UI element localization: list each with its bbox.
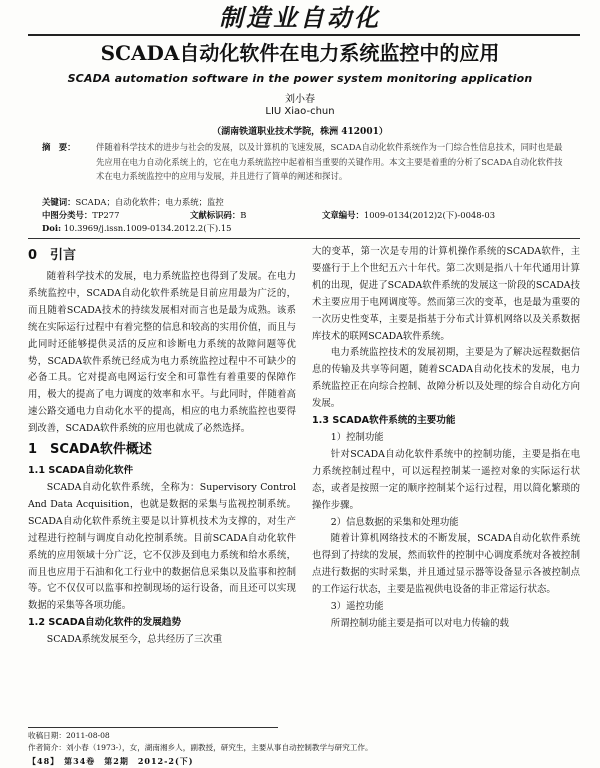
author-en: LIU Xiao-chun: [265, 106, 335, 117]
subsection-data-heading: 2）信息数据的采集和处理功能: [330, 516, 459, 528]
journal-header: 制造业自动化: [219, 3, 381, 32]
section-introduction-heading: 0 引言: [28, 248, 77, 263]
control-paragraph: 针对SCADA自动化软件系统中的控制功能，主要是指在电力系统控制过程中，可以远程控制某一遥控对象的实际运行状态，或者是按照一定的顺序控制某个运行过程，用以简化繁琐的操作步骤。: [312, 448, 580, 511]
abstract: [42, 140, 572, 184]
doi: [42, 222, 232, 234]
keywords: [42, 196, 224, 208]
footnote: [28, 730, 588, 754]
article-value: 1009-0134(2012)2(下)-0048-03: [363, 210, 496, 220]
left-column: [28, 244, 296, 649]
section-1-2-continued: 大的变革，第一次是专用的计算机操作系统的SCADA软件，主要盛行于上个世纪五六十年代。第二次则是指八十年代通用计算机的出现，促进了SCADA软件系统的发展这一阶段的SCADA技术主要应用于电网调度等。然而第三次的变革，也是最为重要的一次历史性变革，主要是指基于分布式计算机网络以及关系数据库技术的联网SCADA软件系统。: [312, 246, 580, 342]
doc-value: B: [240, 210, 247, 220]
header-rule: [28, 34, 580, 36]
paper-title: SCADA自动化软件在电力系统监控中的应用: [100, 41, 500, 65]
abstract-rule: [28, 238, 580, 239]
doc-label: 文献标识码：: [190, 210, 241, 220]
clc-value: TP277: [92, 210, 120, 220]
doi-label: Doi:: [42, 223, 62, 233]
paper-title-en: SCADA automation software in the power system monitoring application: [67, 72, 533, 85]
doi-value: 10.3969/j.issn.1009-0134.2012.2(下).15: [63, 223, 232, 233]
abstract-label: 摘 要：: [42, 142, 76, 152]
section-1-1-paragraph: SCADA自动化软件系统，全称为：Supervisory Control And Data Acquisition，也就是数据的采集与监视控制系统。SCADA自动化软件系统主要是以计算机技术为支撑的，对生产过程进行控制与调度自动化控制系统。目前SCADA自动化软件系统的应用领域十分广泛，它不仅涉及到电力系统和给水系统，而且也应用于石油和化工行业中的数据信息采集以及监事和控制等。它不仅仅可以监事和控制现场的运行设备，而且还可以实现数据的采集等各项功能。: [28, 481, 296, 612]
intro-paragraph: 随着科学技术的发展，电力系统监控也得到了发展。在电力系统监控中，SCADA自动化软件系统是目前应用最为广泛的，而且随着SCADA技术的持续发展相对而言也是最为成熟。该系统在实际运行过程中有着完整的信息和较高的实用价值，而且与此同时还能够提供灵活的反应和诊断电力系统的故障问题等优势，SCADA软件系统已经成为电力系统监控过程中不可缺少的必备工具。它对提高电网运行安全和可靠性有着重要的保障作用，极大的提高了电力调度的效率和水平。与此同时，伴随着高速公路交通电力自动化水平的提高，相应的电力系统监控也要得到改善，SCADA软件系统的应用也就成了必然选择。: [28, 271, 296, 435]
article-number: [322, 209, 495, 221]
keywords-text: SCADA；自动化软件；电力系统；监控: [75, 197, 224, 207]
section-1-3-heading: 1.3 SCADA软件系统的主要功能: [312, 415, 456, 427]
page-footer: 【48】 第34卷 第2期 2012-2(下): [28, 756, 194, 766]
keywords-label: 关键词：: [42, 197, 76, 207]
author-bio: 作者简介：刘小春（1973-），女，湖南湘乡人，副教授，研究生，主要从事自动控制教学与研究工作。: [28, 743, 373, 752]
author-cn: 刘小春: [285, 94, 315, 105]
clc-number: [42, 209, 119, 221]
right-column: [312, 244, 580, 633]
affiliation: （湖南铁道职业技术学院，株洲 412001）: [212, 127, 388, 137]
section-1-2-paragraph: SCADA系统发展至今，总共经历了三次重: [46, 634, 223, 646]
subsection-control-heading: 1）控制功能: [330, 431, 384, 443]
section-1-1-heading: 1.1 SCADA自动化软件: [28, 465, 134, 477]
section-1-heading: 1 SCADA软件概述: [28, 442, 152, 458]
monitoring-paragraph: 电力系统监控技术的发展初期，主要是为了解决远程数据信息的传输及共享等问题，随着SCADA自动化技术的发展，电力系统监控正在向综合控制、故障分析以及处理的综合自动化方向发展。: [312, 347, 580, 410]
subsection-remote-heading: 3）遥控功能: [330, 601, 384, 613]
received-date: 收稿日期：2011-08-08: [28, 731, 110, 740]
clc-label: 中图分类号：: [42, 210, 93, 220]
section-1-2-heading: 1.2 SCADA自动化软件的发展趋势: [28, 617, 182, 629]
article-label: 文章编号：: [322, 210, 364, 220]
remote-paragraph: 所谓控制功能主要是指可以对电力传输的载: [330, 617, 509, 629]
data-paragraph: 随着计算机网络技术的不断发展，SCADA自动化软件系统也得到了持续的发展，然而软件的控制中心调度系统对各被控制点进行数据的实时采集，并且通过显示器等设备显示各被控制点的工作运行状态，主要是监视供电设备的非正常运行状态。: [312, 533, 580, 596]
abstract-text: 伴随着科学技术的进步与社会的发展，以及计算机的飞速发展，SCADA自动化软件系统作为一门综合性信息技术，同时也是最先应用在电力自动化系统上的，它在电力系统监控中起着相当重要的关键作用。本文主要是着重的分析了SCADA自动化软件技术在电力系统监控中的应用与发展，并且进行了简单的阐述和探讨。: [96, 142, 563, 181]
footnote-rule: [28, 727, 278, 728]
doc-code: [190, 209, 246, 221]
